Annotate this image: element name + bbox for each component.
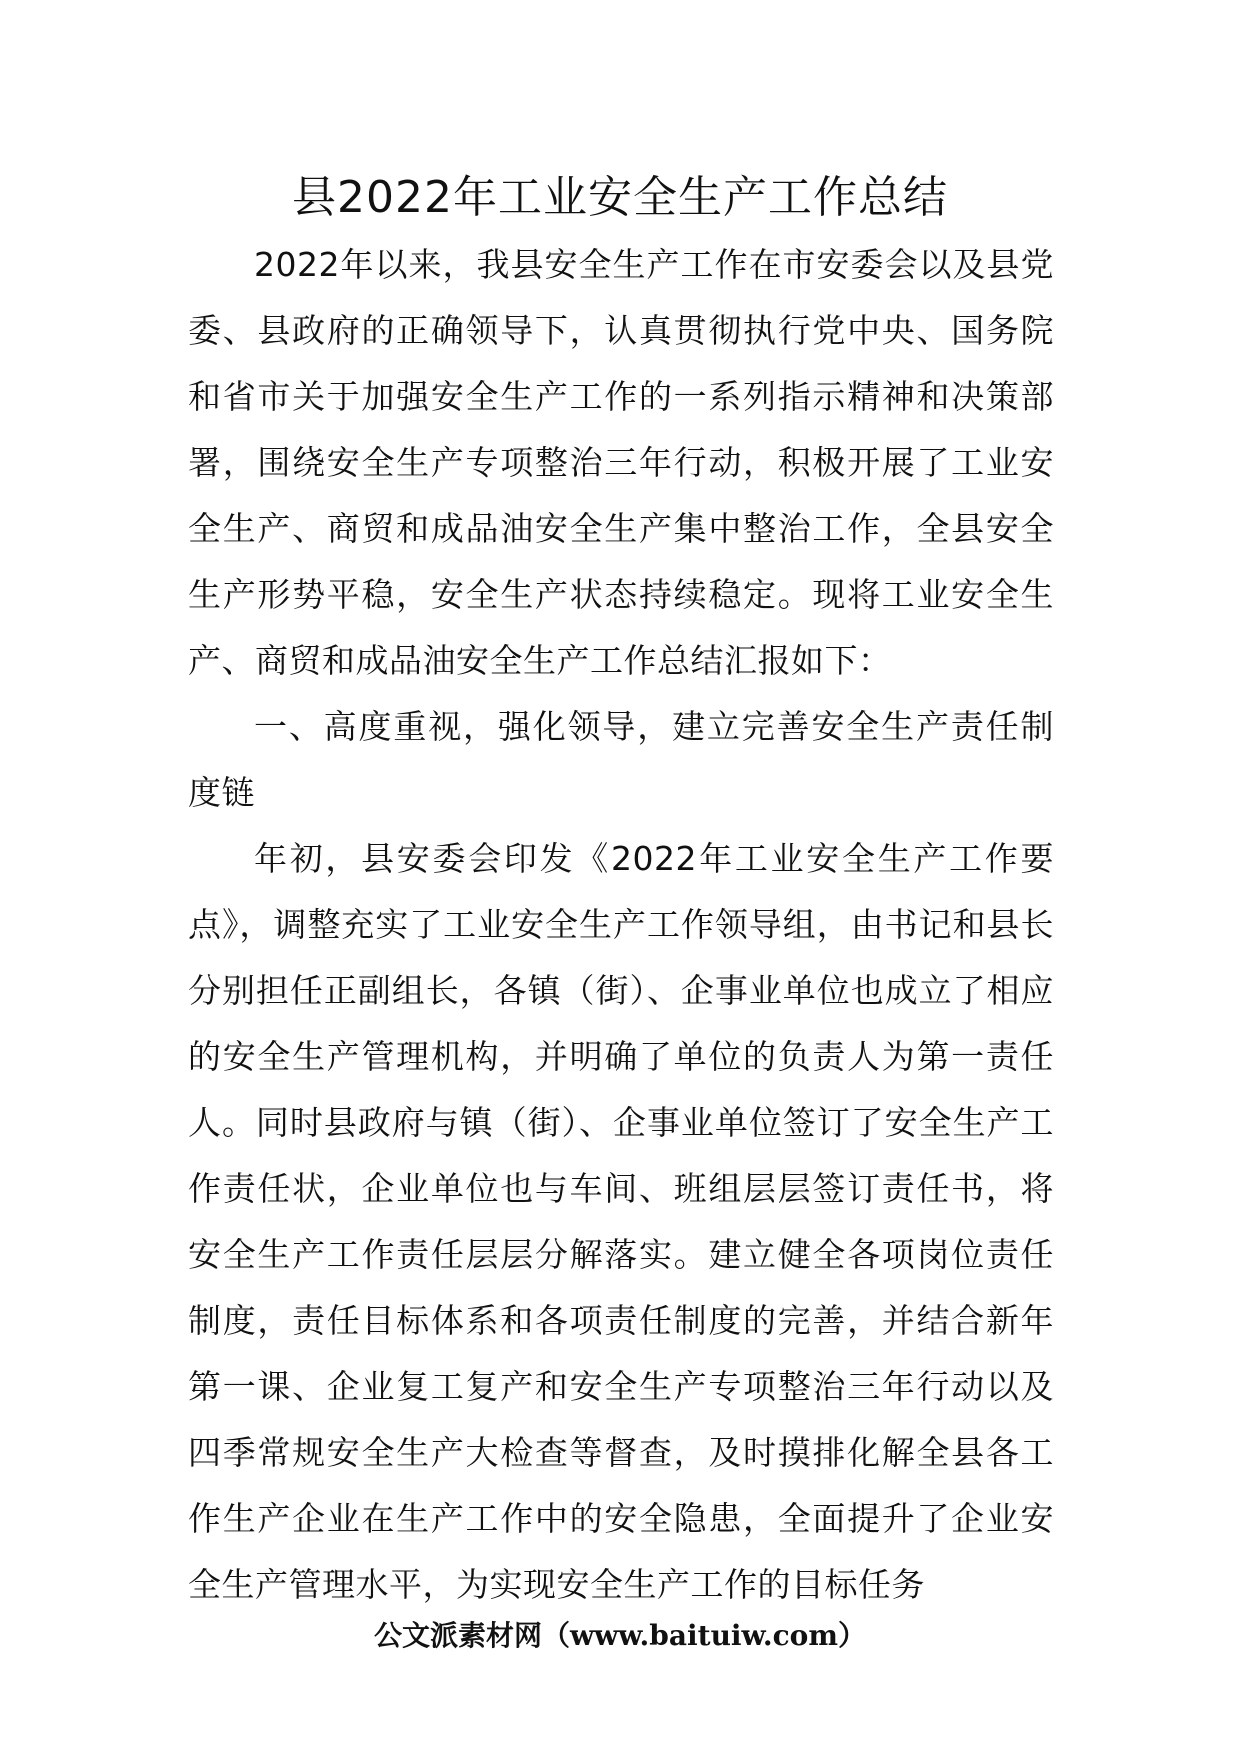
document-body: [188, 232, 1054, 1618]
intro-paragraph: 2022年以来，我县安全生产工作在市安委会以及县党委、县政府的正确领导下，认真贯彻执行党中央、国务院和省市关于加强安全生产工作的一系列指示精神和决策部署，围绕安全生产专项整治三年行动，积极开展了工业安全生产、商贸和成品油安全生产集中整治工作，全县安全生产形势平稳，安全生产状态持续稳定。现将工业安全生产、商贸和成品油安全生产工作总结汇报如下：: [188, 245, 1054, 680]
document-title: 县2022年工业安全生产工作总结: [292, 172, 948, 223]
section-heading: 一、高度重视，强化领导，建立完善安全生产责任制度链: [188, 707, 1054, 812]
source-footer: 公文派素材网（www.baituiw.com）: [374, 1619, 866, 1652]
section-paragraph: 年初，县安委会印发《2022年工业安全生产工作要点》，调整充实了工业安全生产工作领导组，由书记和县长分别担任正副组长，各镇（街）、企事业单位也成立了相应的安全生产管理机构，并明确了单位的负责人为第一责任人。同时县政府与镇（街）、企事业单位签订了安全生产工作责任状，企业单位也与车间、班组层层签订责任书，将安全生产工作责任层层分解落实。建立健全各项岗位责任制度，责任目标体系和各项责任制度的完善，并结合新年第一课、企业复工复产和安全生产专项整治三年行动以及四季常规安全生产大检查等督查，及时摸排化解全县各工作生产企业在生产工作中的安全隐患，全面提升了企业安全生产管理水平，为实现安全生产工作的目标任务: [188, 839, 1054, 1604]
